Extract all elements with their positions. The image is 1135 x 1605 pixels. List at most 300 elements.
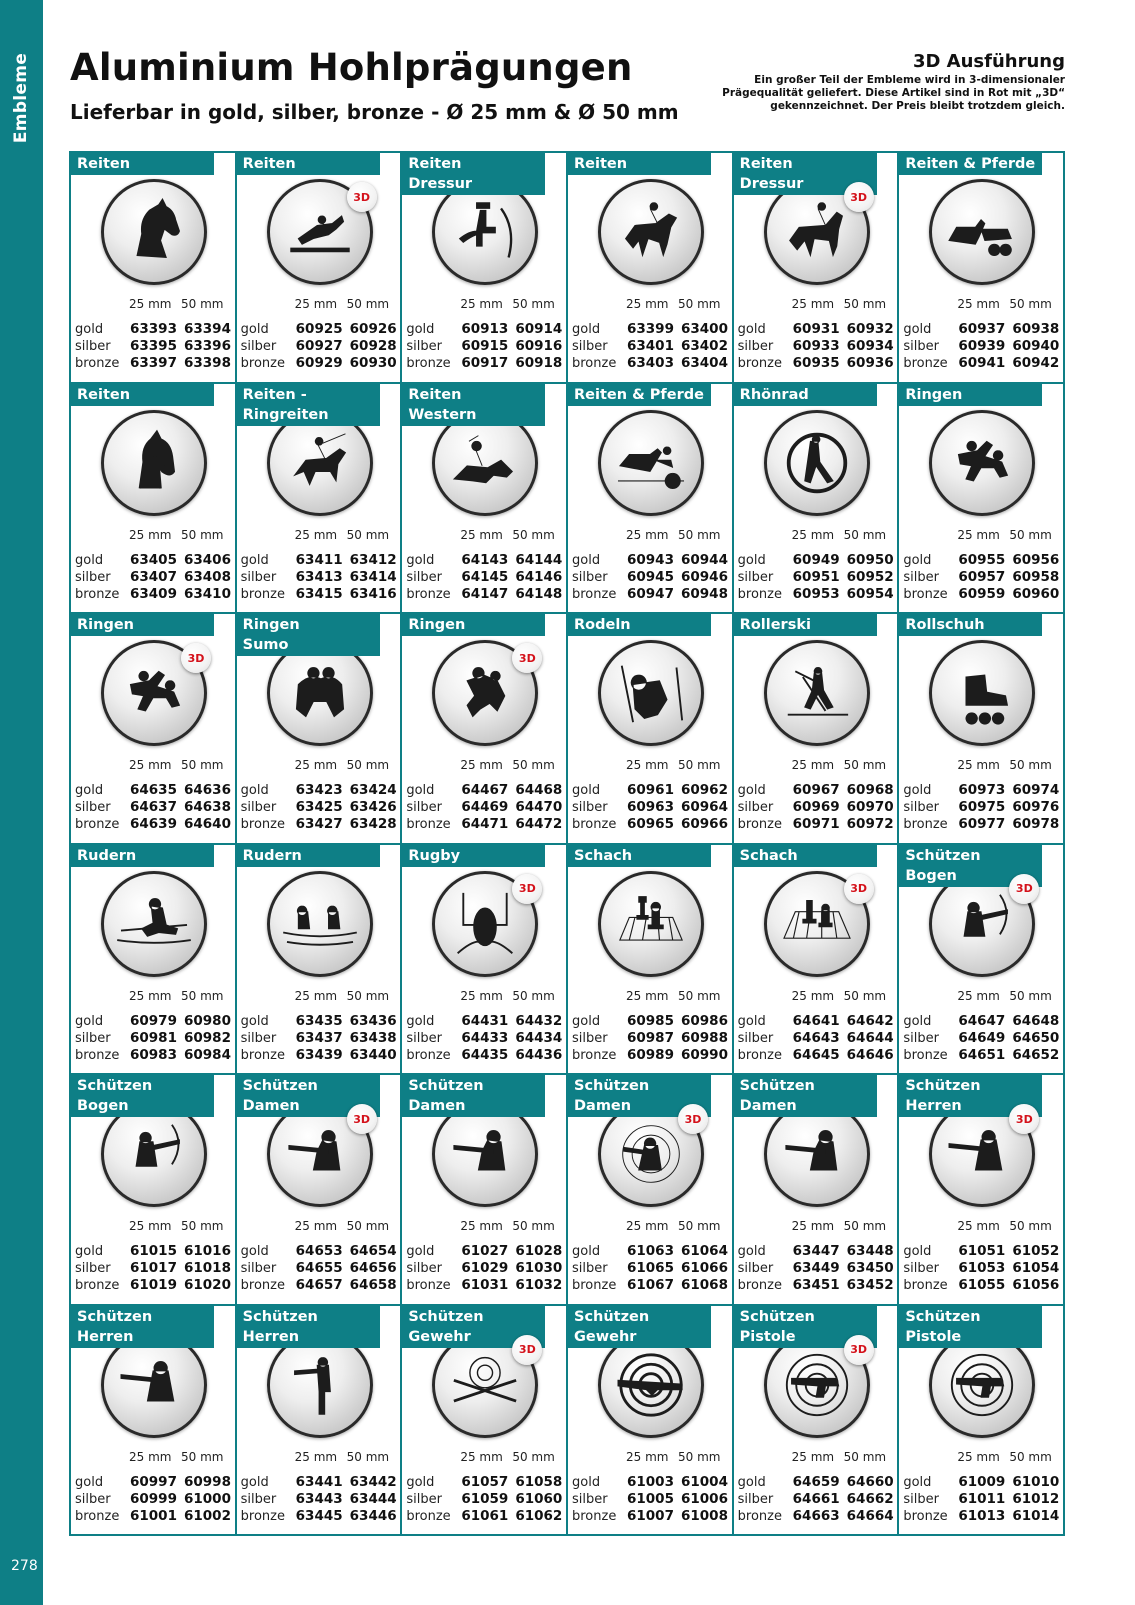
size-header xyxy=(568,297,732,313)
article-table xyxy=(241,782,399,833)
badge-3d: 3D xyxy=(1009,1104,1039,1134)
material-label: gold xyxy=(75,1013,104,1029)
material-label: silber xyxy=(572,1030,608,1046)
article-table xyxy=(738,1013,896,1064)
article-number-25mm: 60945 xyxy=(627,568,674,585)
emblem-title: Schützen Damen xyxy=(568,1075,711,1117)
article-row-gold xyxy=(406,1013,564,1030)
emblem-title: Schützen Gewehr xyxy=(402,1306,545,1348)
article-number-50mm: 63438 xyxy=(349,1029,397,1046)
size-50-label: 50 mm xyxy=(678,527,721,542)
material-label: gold xyxy=(406,783,435,798)
material-label: silber xyxy=(406,569,442,585)
article-number-25mm: 63399 xyxy=(627,321,674,337)
material-label: bronze xyxy=(406,1047,451,1063)
article-row-bronze xyxy=(75,1047,233,1064)
article-number-50mm: 63402 xyxy=(681,338,728,354)
size-50-label: 50 mm xyxy=(512,758,555,772)
article-row-gold xyxy=(738,552,896,569)
emblem-title: Schach xyxy=(568,845,711,867)
article-number-50mm: 64470 xyxy=(515,799,563,815)
emblem-title: Reiten & Pferde xyxy=(568,384,711,406)
article-number-50mm: 60948 xyxy=(681,585,728,602)
article-number-50mm: 61012 xyxy=(1012,1490,1060,1507)
material-label: silber xyxy=(240,569,277,585)
article-number-50mm: 63450 xyxy=(846,1260,894,1276)
material-label: bronze xyxy=(406,1278,451,1293)
emblem-card xyxy=(71,384,235,613)
emblem-card xyxy=(734,1306,898,1535)
article-number-50mm: 63410 xyxy=(184,585,231,602)
article-table xyxy=(241,321,399,372)
article-number-50mm: 64642 xyxy=(846,1012,894,1029)
article-row-gold xyxy=(241,1013,399,1030)
article-number-25mm: 63397 xyxy=(130,355,177,371)
material-label: bronze xyxy=(903,1047,948,1063)
article-row-bronze xyxy=(241,1047,399,1064)
article-number-50mm: 63440 xyxy=(349,1046,397,1063)
article-number-50mm: 61028 xyxy=(515,1243,563,1259)
material-label: gold xyxy=(903,1474,932,1490)
article-number-25mm: 64649 xyxy=(958,1029,1006,1046)
size-50-label: 50 mm xyxy=(181,297,224,311)
article-number-50mm: 63398 xyxy=(184,355,231,371)
emblem-card xyxy=(237,153,401,382)
page-subtitle: Lieferbar in gold, silber, bronze - Ø 25 mm & Ø 50 mm xyxy=(70,100,679,124)
material-label: silber xyxy=(240,339,277,354)
article-table xyxy=(903,1013,1061,1064)
article-row-gold xyxy=(903,1013,1061,1030)
article-number-50mm: 61006 xyxy=(681,1490,728,1507)
size-25-label: 25 mm xyxy=(626,758,669,772)
article-row-gold xyxy=(406,1474,564,1491)
article-number-25mm: 61029 xyxy=(461,1260,509,1276)
article-table xyxy=(738,552,896,603)
article-number-25mm: 60925 xyxy=(295,321,343,337)
article-row-bronze xyxy=(572,586,730,603)
article-number-50mm: 63396 xyxy=(184,338,231,354)
article-number-50mm: 64656 xyxy=(349,1260,397,1276)
article-number-25mm: 60955 xyxy=(958,551,1006,568)
article-number-25mm: 61027 xyxy=(461,1243,509,1259)
size-50-label: 50 mm xyxy=(512,527,555,542)
article-row-silber xyxy=(572,1491,730,1508)
article-table xyxy=(406,321,564,372)
article-number-25mm: 60975 xyxy=(958,799,1006,815)
article-number-50mm: 60946 xyxy=(681,568,728,585)
size-25-label: 25 mm xyxy=(957,527,1000,542)
article-number-25mm: 61031 xyxy=(461,1277,509,1293)
page-title: Aluminium Hohlprägungen xyxy=(70,46,633,89)
material-label: silber xyxy=(737,339,774,354)
article-number-50mm: 60944 xyxy=(681,551,728,568)
article-row-gold xyxy=(241,321,399,338)
article-number-25mm: 63445 xyxy=(295,1507,343,1524)
material-label: silber xyxy=(240,800,277,815)
article-number-50mm: 63400 xyxy=(681,321,728,337)
article-number-25mm: 60929 xyxy=(295,355,343,371)
emblem-title: Schützen Damen xyxy=(402,1075,545,1117)
size-header xyxy=(237,297,401,313)
article-row-gold xyxy=(241,552,399,569)
article-number-50mm: 64468 xyxy=(515,782,563,798)
article-number-50mm: 60952 xyxy=(846,568,894,585)
article-number-25mm: 63449 xyxy=(792,1260,840,1276)
size-25-label: 25 mm xyxy=(129,297,172,311)
emblem-card xyxy=(899,1075,1063,1304)
article-number-50mm: 64636 xyxy=(184,782,231,798)
sidebar-label: Embleme xyxy=(11,52,32,143)
article-number-25mm: 60967 xyxy=(792,782,840,798)
article-number-50mm: 64658 xyxy=(349,1277,397,1293)
article-number-50mm: 60930 xyxy=(349,355,397,371)
article-number-50mm: 63414 xyxy=(349,568,397,585)
article-table xyxy=(572,1013,730,1064)
material-label: gold xyxy=(75,783,104,798)
emblem-title: Schützen Pistole xyxy=(899,1306,1042,1348)
emblem-image xyxy=(929,179,1035,285)
article-number-25mm: 63451 xyxy=(792,1277,840,1293)
article-number-50mm: 64638 xyxy=(184,799,231,815)
article-number-25mm: 60943 xyxy=(627,551,674,568)
article-number-50mm: 61002 xyxy=(184,1507,231,1524)
emblem-image xyxy=(101,179,207,285)
badge-3d: 3D xyxy=(844,182,874,212)
emblem-card xyxy=(237,845,401,1074)
article-number-25mm: 61007 xyxy=(627,1507,674,1524)
article-number-50mm: 60932 xyxy=(846,321,894,337)
material-label: bronze xyxy=(572,817,617,832)
article-number-50mm: 60976 xyxy=(1012,799,1060,815)
article-table xyxy=(75,1013,233,1064)
size-header xyxy=(734,758,898,774)
material-label: silber xyxy=(572,1491,608,1507)
material-label: gold xyxy=(903,1244,932,1259)
article-row-bronze xyxy=(903,1277,1061,1294)
emblem-title: Reiten xyxy=(568,153,711,175)
article-number-25mm: 63395 xyxy=(130,338,177,354)
article-row-bronze xyxy=(738,816,896,833)
article-number-25mm: 64431 xyxy=(461,1012,509,1029)
article-number-25mm: 64143 xyxy=(461,551,509,568)
material-label: gold xyxy=(737,1474,766,1490)
emblem-card xyxy=(402,1075,566,1304)
article-row-silber xyxy=(75,338,233,355)
emblem-title: Rhönrad xyxy=(734,384,877,406)
size-25-label: 25 mm xyxy=(957,988,1000,1003)
size-50-label: 50 mm xyxy=(181,527,224,542)
harness-racing-icon xyxy=(601,413,701,513)
material-label: bronze xyxy=(240,1508,285,1524)
size-50-label: 50 mm xyxy=(678,758,721,772)
material-label: silber xyxy=(572,569,608,585)
article-number-25mm: 61061 xyxy=(461,1507,509,1524)
material-label: silber xyxy=(406,1491,442,1507)
emblem-title: Reiten Dressur xyxy=(734,153,877,195)
article-number-25mm: 61065 xyxy=(627,1260,674,1276)
size-header xyxy=(237,758,401,774)
article-row-silber xyxy=(572,799,730,816)
size-50-label: 50 mm xyxy=(346,758,390,772)
article-number-25mm: 63441 xyxy=(295,1473,343,1490)
article-number-50mm: 64148 xyxy=(515,585,563,602)
size-50-label: 50 mm xyxy=(843,1449,887,1464)
size-header xyxy=(899,297,1063,313)
article-number-25mm: 60941 xyxy=(958,355,1006,371)
badge-3d: 3D xyxy=(347,1104,377,1134)
article-number-25mm: 64659 xyxy=(792,1473,840,1490)
size-50-label: 50 mm xyxy=(181,1219,224,1233)
size-25-label: 25 mm xyxy=(791,1449,835,1464)
article-row-silber xyxy=(738,1491,896,1508)
material-label: gold xyxy=(406,322,435,337)
article-row-gold xyxy=(572,782,730,799)
article-row-bronze xyxy=(406,355,564,372)
article-number-50mm: 63428 xyxy=(349,816,397,832)
material-label: silber xyxy=(737,569,774,585)
emblem-card xyxy=(899,153,1063,382)
article-row-silber xyxy=(903,1260,1061,1277)
size-50-label: 50 mm xyxy=(181,758,224,772)
article-number-50mm: 60980 xyxy=(184,1012,231,1029)
size-50-label: 50 mm xyxy=(843,988,887,1003)
size-25-label: 25 mm xyxy=(129,988,172,1003)
article-table xyxy=(738,782,896,833)
article-number-50mm: 61062 xyxy=(515,1507,563,1524)
size-50-label: 50 mm xyxy=(181,988,224,1003)
article-number-25mm: 63405 xyxy=(130,551,177,568)
article-row-gold xyxy=(903,1474,1061,1491)
article-number-25mm: 60927 xyxy=(295,338,343,354)
emblem-title: Ringen xyxy=(402,614,545,636)
horse-carriage-icon xyxy=(932,182,1032,282)
article-number-25mm: 64145 xyxy=(461,568,509,585)
article-number-50mm: 60964 xyxy=(681,799,728,815)
rower-icon xyxy=(104,874,204,974)
article-number-25mm: 60965 xyxy=(627,816,674,832)
article-row-gold xyxy=(738,1474,896,1491)
article-number-25mm: 64471 xyxy=(461,816,509,832)
size-header xyxy=(568,1450,732,1466)
dressage-pictogram-icon xyxy=(435,182,535,282)
article-number-50mm: 61018 xyxy=(184,1260,231,1276)
article-number-50mm: 64648 xyxy=(1012,1012,1060,1029)
article-number-25mm: 60979 xyxy=(130,1012,177,1029)
emblem-title: Schach xyxy=(734,845,877,867)
material-label: bronze xyxy=(240,817,285,832)
article-number-25mm: 61017 xyxy=(130,1260,177,1276)
article-number-25mm: 63409 xyxy=(130,585,177,602)
material-label: silber xyxy=(240,1491,277,1507)
article-table xyxy=(738,1474,896,1525)
archer-icon xyxy=(104,1104,204,1204)
article-number-25mm: 63427 xyxy=(295,816,343,832)
size-50-label: 50 mm xyxy=(678,988,721,1003)
emblem-image xyxy=(764,410,870,516)
material-label: gold xyxy=(572,1244,601,1259)
size-header xyxy=(734,1450,898,1466)
size-50-label: 50 mm xyxy=(1009,988,1052,1003)
article-number-50mm: 60986 xyxy=(681,1012,728,1029)
article-row-bronze xyxy=(572,816,730,833)
article-row-bronze xyxy=(241,1277,399,1294)
emblem-card xyxy=(899,614,1063,843)
article-row-bronze xyxy=(406,1047,564,1064)
size-header xyxy=(71,989,235,1005)
article-table xyxy=(738,1243,896,1294)
size-50-label: 50 mm xyxy=(1009,297,1052,311)
size-header xyxy=(237,1450,401,1466)
material-label: gold xyxy=(240,1474,269,1490)
article-row-bronze xyxy=(903,1047,1061,1064)
article-table xyxy=(241,1013,399,1064)
article-row-silber xyxy=(241,1491,399,1508)
material-label: silber xyxy=(903,339,939,354)
size-header xyxy=(734,989,898,1005)
emblem-card xyxy=(899,845,1063,1074)
size-header xyxy=(734,1219,898,1235)
emblem-title: Schützen Herren xyxy=(899,1075,1042,1117)
female-shooter-icon xyxy=(767,1104,867,1204)
article-number-25mm: 64645 xyxy=(792,1046,840,1063)
article-number-50mm: 64654 xyxy=(349,1243,397,1259)
emblem-card xyxy=(734,153,898,382)
article-number-50mm: 64662 xyxy=(846,1490,894,1507)
emblem-title: Schützen Bogen xyxy=(71,1075,214,1117)
article-table xyxy=(406,1013,564,1064)
emblem-card xyxy=(734,845,898,1074)
size-25-label: 25 mm xyxy=(791,988,835,1003)
article-row-bronze xyxy=(738,355,896,372)
article-number-25mm: 60915 xyxy=(461,338,509,354)
material-label: bronze xyxy=(903,586,948,602)
article-number-25mm: 60997 xyxy=(130,1473,177,1490)
article-number-25mm: 61063 xyxy=(627,1243,674,1259)
article-number-25mm: 61055 xyxy=(958,1277,1006,1293)
article-number-25mm: 60969 xyxy=(792,799,840,815)
article-row-gold xyxy=(572,1243,730,1260)
article-row-gold xyxy=(241,1474,399,1491)
article-number-25mm: 61001 xyxy=(130,1507,177,1524)
article-number-50mm: 61004 xyxy=(681,1473,728,1490)
material-label: gold xyxy=(406,1244,435,1259)
article-number-25mm: 61019 xyxy=(130,1277,177,1293)
article-number-25mm: 60963 xyxy=(627,799,674,815)
material-label: gold xyxy=(572,1474,601,1490)
material-label: gold xyxy=(737,783,766,798)
article-row-bronze xyxy=(406,1277,564,1294)
article-number-50mm: 60950 xyxy=(846,551,894,568)
article-row-silber xyxy=(75,799,233,816)
article-number-50mm: 64432 xyxy=(515,1012,563,1029)
article-number-50mm: 63412 xyxy=(349,551,397,568)
size-25-label: 25 mm xyxy=(791,297,835,311)
material-label: bronze xyxy=(572,1508,617,1524)
emblem-title: Reiten Western xyxy=(402,384,545,426)
material-label: silber xyxy=(75,569,111,585)
article-number-50mm: 63404 xyxy=(681,355,728,371)
article-row-gold xyxy=(75,782,233,799)
article-row-bronze xyxy=(572,1508,730,1525)
material-label: gold xyxy=(903,322,932,337)
emblem-card xyxy=(568,1075,732,1304)
emblem-title: Rugby xyxy=(402,845,545,867)
article-row-gold xyxy=(738,782,896,799)
article-number-50mm: 63416 xyxy=(349,585,397,602)
material-label: gold xyxy=(903,1013,932,1029)
article-row-bronze xyxy=(406,816,564,833)
article-row-bronze xyxy=(903,816,1061,833)
article-number-50mm: 64472 xyxy=(515,816,563,832)
article-row-gold xyxy=(75,1013,233,1030)
article-row-bronze xyxy=(75,1277,233,1294)
article-number-50mm: 60926 xyxy=(349,321,397,337)
article-number-25mm: 63413 xyxy=(295,568,343,585)
article-table xyxy=(406,552,564,603)
emblem-title: Reiten - Ringreiten xyxy=(237,384,380,426)
article-number-50mm: 61058 xyxy=(515,1473,563,1490)
article-number-25mm: 60973 xyxy=(958,782,1006,798)
emblem-image xyxy=(598,179,704,285)
size-50-label: 50 mm xyxy=(346,1449,390,1464)
emblem-image xyxy=(929,640,1035,746)
article-number-50mm: 60954 xyxy=(846,585,894,602)
material-label: bronze xyxy=(737,1508,782,1524)
article-row-silber xyxy=(241,569,399,586)
size-50-label: 50 mm xyxy=(843,1219,887,1233)
material-label: bronze xyxy=(572,356,617,371)
size-header xyxy=(402,1219,566,1235)
size-25-label: 25 mm xyxy=(460,527,503,542)
article-number-50mm: 64144 xyxy=(515,551,563,568)
article-number-50mm: 60936 xyxy=(846,355,894,371)
material-label: gold xyxy=(903,552,932,568)
size-25-label: 25 mm xyxy=(791,758,835,772)
article-number-25mm: 60951 xyxy=(792,568,840,585)
size-header xyxy=(568,989,732,1005)
badge-3d: 3D xyxy=(512,643,542,673)
material-label: bronze xyxy=(75,1278,120,1293)
size-header xyxy=(899,989,1063,1005)
article-number-50mm: 63442 xyxy=(349,1473,397,1490)
article-number-25mm: 61053 xyxy=(958,1260,1006,1276)
double-rowing-icon xyxy=(270,874,370,974)
article-number-25mm: 61057 xyxy=(461,1473,509,1490)
emblem-title: Rodeln xyxy=(568,614,711,636)
material-label: silber xyxy=(737,1491,774,1507)
article-row-silber xyxy=(75,1030,233,1047)
article-number-25mm: 61015 xyxy=(130,1243,177,1259)
material-label: bronze xyxy=(737,817,782,832)
article-number-50mm: 60958 xyxy=(1012,568,1060,585)
article-number-25mm: 64639 xyxy=(130,816,177,832)
article-number-25mm: 63447 xyxy=(792,1243,840,1259)
article-number-25mm: 64637 xyxy=(130,799,177,815)
material-label: gold xyxy=(572,322,601,337)
size-50-label: 50 mm xyxy=(346,988,390,1003)
article-number-25mm: 64651 xyxy=(958,1046,1006,1063)
size-header xyxy=(402,297,566,313)
article-number-25mm: 60933 xyxy=(792,338,840,354)
size-25-label: 25 mm xyxy=(294,1219,338,1233)
article-row-gold xyxy=(75,321,233,338)
article-number-25mm: 60989 xyxy=(627,1046,674,1063)
badge-3d: 3D xyxy=(181,643,211,673)
emblem-card xyxy=(568,614,732,843)
material-label: silber xyxy=(903,1030,939,1046)
article-number-25mm: 60953 xyxy=(792,585,840,602)
article-row-gold xyxy=(903,1243,1061,1260)
